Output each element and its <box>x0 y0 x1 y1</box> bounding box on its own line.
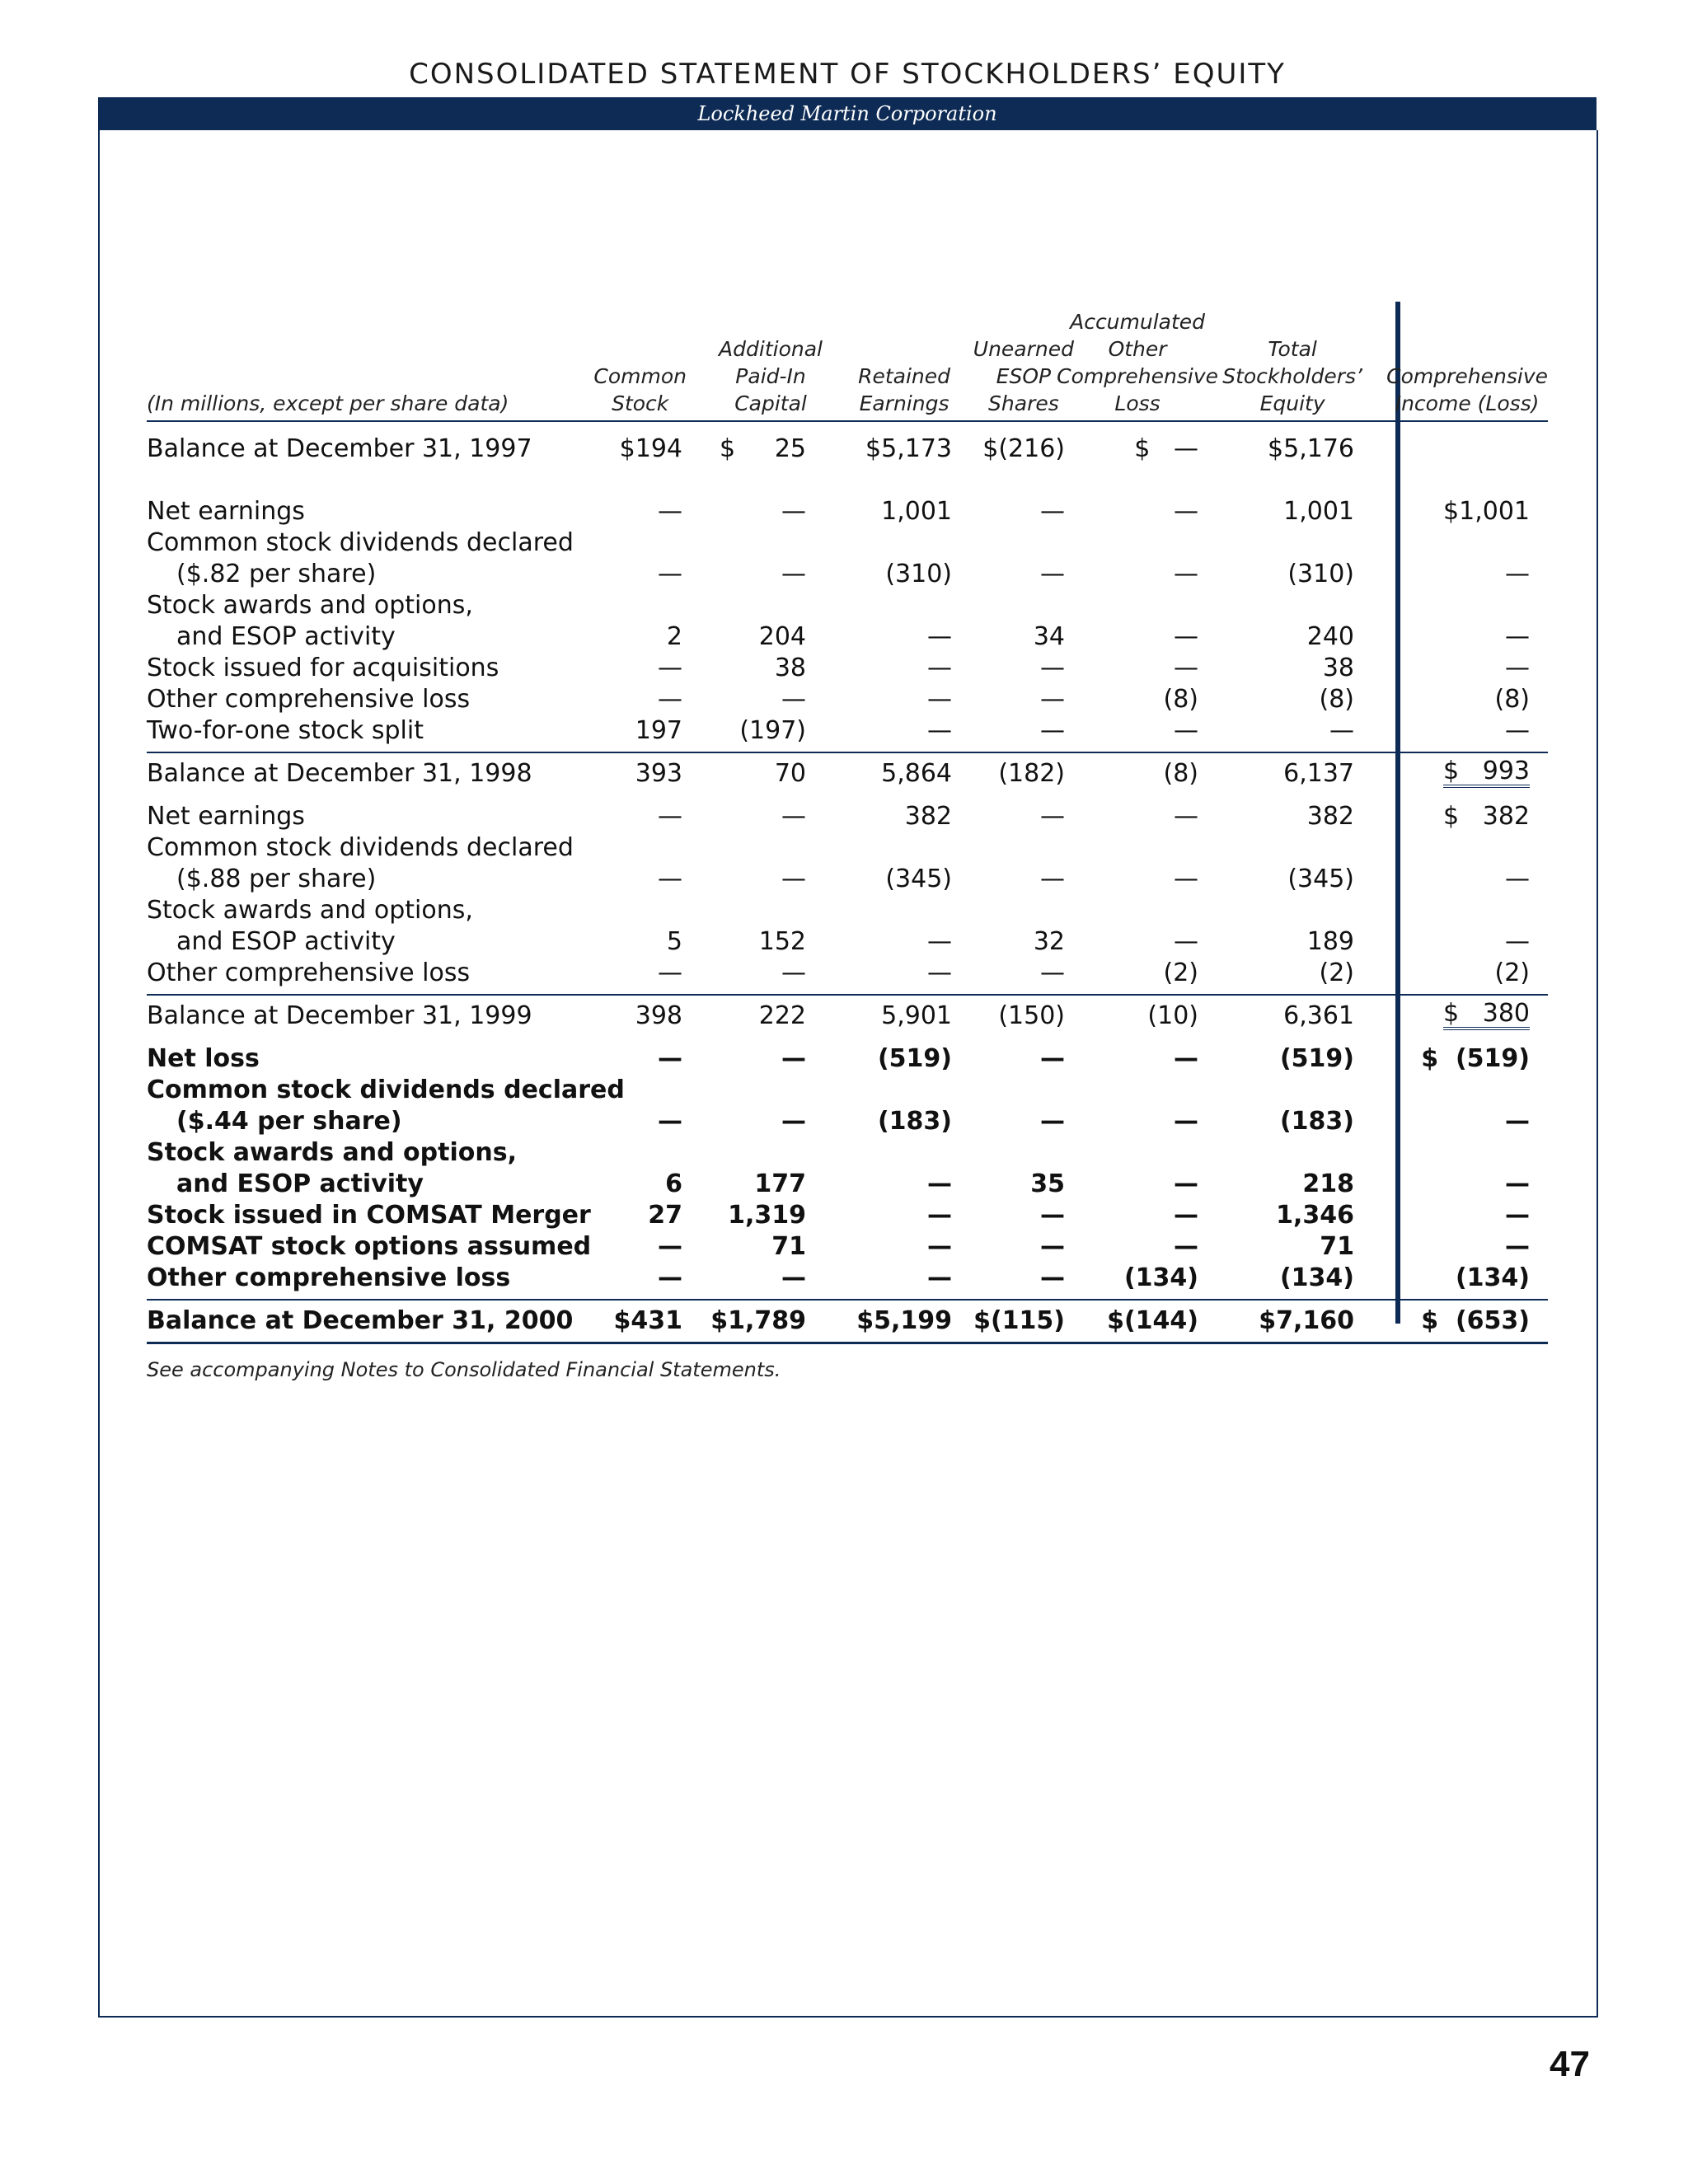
table-row <box>147 1169 1548 1200</box>
cell: — <box>927 1169 952 1198</box>
cell: — <box>658 1232 682 1261</box>
cell: — <box>1505 1107 1530 1136</box>
table-row <box>147 1231 1548 1263</box>
table-row <box>147 1137 1548 1169</box>
row-label: Stock awards and options, <box>147 1138 517 1167</box>
cell: — <box>781 1263 806 1292</box>
row-label: and ESOP activity <box>176 1169 424 1198</box>
cell: (182) <box>998 759 1065 788</box>
cell: — <box>1040 1044 1065 1073</box>
row-label: COMSAT stock options assumed <box>147 1232 592 1261</box>
cell: — <box>781 685 806 714</box>
cell: (10) <box>1147 1001 1198 1030</box>
cell: — <box>927 685 952 714</box>
row-label: Net earnings <box>147 497 305 526</box>
table-row <box>147 832 1548 864</box>
table-header <box>147 305 1548 422</box>
col-header-comprehensive-income: Comprehensive Income (Loss) <box>1386 364 1548 415</box>
cell: 177 <box>754 1169 806 1198</box>
cell: — <box>1174 497 1198 526</box>
cell: $5,173 <box>865 434 952 463</box>
cell: — <box>1040 865 1065 893</box>
table-row <box>147 801 1548 832</box>
cell: $ (653) <box>1421 1306 1530 1335</box>
cell: (519) <box>1279 1044 1354 1073</box>
cell: (310) <box>1287 560 1354 588</box>
cell: — <box>658 865 682 893</box>
cell: — <box>658 1107 682 1136</box>
table-row <box>147 653 1548 684</box>
cell: — <box>1040 497 1065 526</box>
cell: 2 <box>666 622 682 651</box>
cell: — <box>781 958 806 987</box>
row-label: Balance at December 31, 1998 <box>147 759 532 788</box>
cell: — <box>658 802 682 831</box>
cell: 152 <box>758 927 806 956</box>
cell: $194 <box>619 434 682 463</box>
cell: — <box>1174 1107 1198 1136</box>
table-row <box>147 715 1548 747</box>
cell: 398 <box>635 1001 682 1030</box>
cell: (2) <box>1163 958 1198 987</box>
table-row <box>147 864 1548 895</box>
cell: (519) <box>877 1044 952 1073</box>
unit-note: (In millions, except per share data) <box>147 391 509 415</box>
cell: — <box>658 1263 682 1292</box>
cell: — <box>927 927 952 956</box>
cell: $5,199 <box>856 1306 952 1335</box>
cell: — <box>658 958 682 987</box>
cell: — <box>1505 1201 1530 1230</box>
row-label: Stock awards and options, <box>147 591 473 620</box>
cell: — <box>1174 716 1198 745</box>
cell: — <box>1040 1263 1065 1292</box>
cell: 1,319 <box>728 1201 806 1230</box>
col-header-accumulated-loss: Accumulated Other Comprehensive Loss <box>1057 310 1218 415</box>
row-label: Two-for-one stock split <box>147 716 424 745</box>
row-label: Common stock dividends declared <box>147 528 574 557</box>
cell: — <box>1505 654 1530 682</box>
cell: — <box>1505 1232 1530 1261</box>
table-row <box>147 1263 1548 1294</box>
cell: 32 <box>1033 927 1065 956</box>
table-row <box>147 958 1548 989</box>
cell: 240 <box>1306 622 1354 651</box>
cell: 71 <box>1320 1232 1354 1261</box>
cell: 189 <box>1306 927 1354 956</box>
cell: — <box>658 560 682 588</box>
cell: — <box>927 1232 952 1261</box>
cell: 222 <box>758 1001 806 1030</box>
cell: — <box>781 1107 806 1136</box>
cell: $(144) <box>1107 1306 1198 1335</box>
cell: 34 <box>1033 622 1065 651</box>
cell: 197 <box>635 716 682 745</box>
table-row <box>147 434 1548 465</box>
cell: (345) <box>1287 865 1354 893</box>
cell: — <box>1040 685 1065 714</box>
cell: (310) <box>885 560 952 588</box>
cell: $ 993 <box>1443 758 1530 788</box>
page-number: 47 <box>1550 2044 1590 2084</box>
cell: 70 <box>774 759 806 788</box>
cell: $(115) <box>973 1306 1065 1335</box>
col-header-total-equity: Total Stockholders’ Equity <box>1222 337 1362 415</box>
cell: $ 25 <box>720 434 806 463</box>
table-row <box>147 590 1548 621</box>
cell: (8) <box>1163 759 1198 788</box>
cell: $431 <box>613 1306 682 1335</box>
cell: — <box>658 497 682 526</box>
row-label: Other comprehensive loss <box>147 1263 511 1292</box>
table-row <box>147 684 1548 715</box>
cell: — <box>1174 560 1198 588</box>
equity-table <box>147 305 1548 1344</box>
cell: — <box>1040 560 1065 588</box>
cell: — <box>1174 1169 1198 1198</box>
cell: (8) <box>1319 685 1354 714</box>
cell: — <box>1505 927 1530 956</box>
cell: — <box>1174 1201 1198 1230</box>
cell: — <box>1505 865 1530 893</box>
cell: 218 <box>1302 1169 1354 1198</box>
cell: (183) <box>1279 1107 1354 1136</box>
row-label: Other comprehensive loss <box>147 958 471 987</box>
cell: 382 <box>904 802 952 831</box>
page-title: CONSOLIDATED STATEMENT OF STOCKHOLDERS’ EQUITY <box>409 58 1286 91</box>
row-label: Balance at December 31, 1999 <box>147 1001 532 1030</box>
col-header-esop-shares: Unearned ESOP Shares <box>973 337 1074 415</box>
cell: 1,346 <box>1276 1201 1354 1230</box>
cell: (8) <box>1163 685 1198 714</box>
cell: — <box>927 622 952 651</box>
cell: 1,001 <box>1283 497 1354 526</box>
cell: (134) <box>1455 1263 1530 1292</box>
cell: — <box>658 654 682 682</box>
table-row <box>147 527 1548 559</box>
cell: — <box>1174 865 1198 893</box>
cell: $ — <box>1134 434 1198 463</box>
table-row <box>147 758 1548 790</box>
row-label: Stock issued in COMSAT Merger <box>147 1201 591 1230</box>
cell: — <box>1040 802 1065 831</box>
row-label: Net loss <box>147 1044 260 1073</box>
table-row <box>147 1001 1548 1032</box>
row-label: ($.88 per share) <box>176 865 377 893</box>
cell: — <box>1174 1044 1198 1073</box>
table-row <box>147 496 1548 527</box>
row-label: and ESOP activity <box>176 622 396 651</box>
cell: — <box>781 1044 806 1073</box>
cell: — <box>927 958 952 987</box>
cell: $ (519) <box>1421 1044 1530 1073</box>
table-row <box>147 621 1548 653</box>
col-header-paid-in-capital: Additional Paid-In Capital <box>719 337 823 415</box>
row-label: Common stock dividends declared <box>147 1076 625 1104</box>
cell: 393 <box>635 759 682 788</box>
cell: 204 <box>758 622 806 651</box>
row-label: ($.44 per share) <box>176 1107 402 1136</box>
row-label: ($.82 per share) <box>176 560 377 588</box>
cell: — <box>1505 1169 1530 1198</box>
cell: (345) <box>885 865 952 893</box>
cell: 1,001 <box>881 497 952 526</box>
cell: — <box>927 654 952 682</box>
cell: 5,864 <box>881 759 952 788</box>
cell: — <box>1505 622 1530 651</box>
cell: — <box>1329 716 1354 745</box>
row-label: Balance at December 31, 2000 <box>147 1306 574 1335</box>
table-row <box>147 1075 1548 1106</box>
cell: (2) <box>1319 958 1354 987</box>
cell: $1,001 <box>1443 497 1530 526</box>
table-row <box>147 1043 1548 1075</box>
cell: — <box>1040 1232 1065 1261</box>
cell: — <box>1505 716 1530 745</box>
cell: — <box>1040 1107 1065 1136</box>
footnote: See accompanying Notes to Consolidated Financial Statements. <box>147 1358 781 1381</box>
cell: — <box>1174 622 1198 651</box>
table-row <box>147 926 1548 958</box>
cell: (134) <box>1279 1263 1354 1292</box>
table-row <box>147 1305 1548 1344</box>
cell: — <box>1174 654 1198 682</box>
row-label: and ESOP activity <box>176 927 396 956</box>
row-label: Net earnings <box>147 802 305 831</box>
cell: 35 <box>1030 1169 1065 1198</box>
col-header-retained-earnings: Retained Earnings <box>858 364 950 415</box>
cell: (134) <box>1123 1263 1198 1292</box>
cell: 6,137 <box>1283 759 1354 788</box>
cell: $5,176 <box>1268 434 1354 463</box>
cell: — <box>658 1044 682 1073</box>
row-label: Stock issued for acquisitions <box>147 654 499 682</box>
cell: — <box>1505 560 1530 588</box>
cell: 6 <box>665 1169 682 1198</box>
cell: — <box>1040 958 1065 987</box>
cell: — <box>781 497 806 526</box>
cell: $1,789 <box>710 1306 806 1335</box>
table-row <box>147 895 1548 926</box>
cell: $(216) <box>982 434 1065 463</box>
cell: — <box>927 1263 952 1292</box>
row-label: Balance at December 31, 1997 <box>147 434 532 463</box>
cell: — <box>781 865 806 893</box>
table-row <box>147 559 1548 590</box>
company-banner: Lockheed Martin Corporation <box>98 97 1597 130</box>
row-label: Stock awards and options, <box>147 896 473 925</box>
cell: 5 <box>666 927 682 956</box>
cell: 38 <box>1322 654 1354 682</box>
cell: — <box>927 716 952 745</box>
cell: 6,361 <box>1283 1001 1354 1030</box>
cell: (183) <box>877 1107 952 1136</box>
cell: — <box>1040 1201 1065 1230</box>
cell: (8) <box>1494 685 1530 714</box>
cell: — <box>1174 927 1198 956</box>
cell: 27 <box>648 1201 682 1230</box>
cell: (197) <box>739 716 806 745</box>
cell: $7,160 <box>1259 1306 1354 1335</box>
cell: — <box>1174 802 1198 831</box>
cell: 5,901 <box>881 1001 952 1030</box>
cell: — <box>781 560 806 588</box>
cell: (2) <box>1494 958 1530 987</box>
cell: 71 <box>771 1232 806 1261</box>
cell: 38 <box>774 654 806 682</box>
table-row <box>147 1200 1548 1231</box>
row-label: Other comprehensive loss <box>147 685 471 714</box>
row-label: Common stock dividends declared <box>147 833 574 862</box>
col-header-common-stock: Common Stock <box>593 364 687 415</box>
cell: — <box>1040 654 1065 682</box>
table-row <box>147 1106 1548 1137</box>
cell: — <box>658 685 682 714</box>
cell: — <box>1174 1232 1198 1261</box>
cell: — <box>781 802 806 831</box>
cell: $ 380 <box>1443 1001 1530 1030</box>
cell: (150) <box>998 1001 1065 1030</box>
cell: $ 382 <box>1443 802 1530 831</box>
cell: 382 <box>1306 802 1354 831</box>
cell: — <box>1040 716 1065 745</box>
cell: — <box>927 1201 952 1230</box>
